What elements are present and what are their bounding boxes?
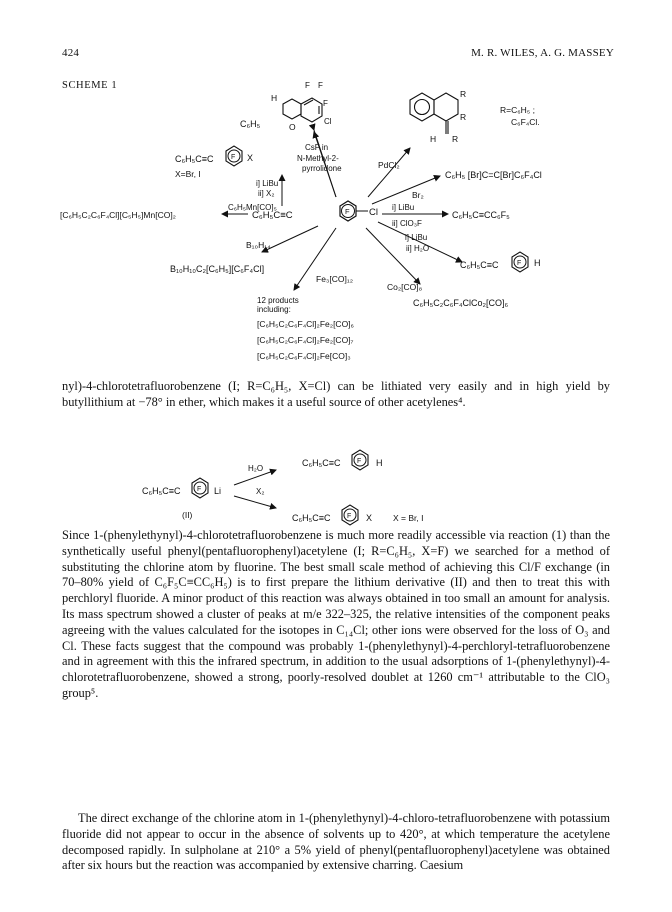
center-compound-label: C₆H₅C≡C [252, 210, 293, 221]
top-left-product: C₆H₅C≡C [175, 154, 214, 164]
scheme2-left-ring-f: F [197, 486, 202, 493]
running-header-authors: M. R. WILES, A. G. MASSEY [471, 47, 614, 59]
pyranone-cl: Cl [324, 117, 332, 126]
br-dimer-product: C₆H₅ [Br]C=C[Br]C₆F₄Cl [445, 170, 542, 180]
fe-product-3: [C₆H₅C₂C₆F₄Cl]₂Fe[CO]₃ [257, 351, 351, 361]
scheme2-h2o: H₂O [248, 464, 264, 473]
libu-step-i: i] LiBu [256, 179, 279, 188]
r-definition-1: R=C₆H₅ ; [500, 105, 535, 115]
top-left-ring-f: F [231, 154, 236, 161]
naph-r2: R [460, 112, 467, 122]
scheme2-left-li: Li [214, 486, 222, 496]
co2co8-reagent: Co₂[CO]₈ [387, 282, 423, 292]
fe-product-2: [C₆H₅C₂C₆F₄Cl]₂Fe₂[CO]₇ [257, 335, 354, 345]
pyranone-o: O [289, 122, 296, 132]
scheme2-upper: C₆H₅C≡C [302, 458, 341, 468]
pyranone-f3: F [323, 99, 328, 108]
page-number: 424 [62, 47, 80, 59]
naphthalene-structure [410, 93, 458, 134]
center-ring-f: F [345, 207, 350, 216]
libu-step-i-right: i] LiBu [392, 203, 415, 212]
h2o-step-ii: ii] H₂O [406, 244, 430, 253]
pdcl2-reagent: PdCl₂ [378, 160, 400, 170]
h-product-h: H [534, 258, 541, 268]
cobalt-product: C₆H₅C₂C₆F₄ClCo₂[CO]₆ [413, 298, 509, 308]
csf-reagent-line3: pyrrolidone [302, 164, 342, 173]
scheme2-label-ii: (II) [182, 510, 193, 520]
top-left-x: X [247, 153, 254, 163]
scheme2-left: C₆H₅C≡C [142, 486, 181, 496]
paragraph-direct-exchange: The direct exchange of the chlorine atom in 1-(phenylethynyl)-4-chloro-tetrafluorobenzene with potassium fluoride did not appear to occur in the absence of solvents up to 420°, at which temperature the acetylene decomposed rapidly. In sulpholane at 210° a 5% yield of phenyl(pentafluorophenyl)acetylene was obtained after six hours but the reaction was accompanied by extensive charring. Caesium [62, 811, 610, 873]
b10h14-reagent: B₁₀H₁₄ [246, 240, 271, 250]
br2-reagent: Br₂ [412, 190, 424, 200]
h-product: C₆H₅C≡C [460, 260, 499, 270]
clo3f-step-ii: ii] ClO₃F [392, 219, 422, 228]
libu-step-i-right2: i] LiBu [405, 233, 428, 242]
carborane-product: B₁₀H₁₀C₂[C₆H₅][C₆F₄Cl] [170, 264, 265, 274]
fe-product-1: [C₆H₅C₂C₆F₄Cl]₂Fe₂[CO]₆ [257, 319, 354, 329]
naph-r3: R [452, 134, 459, 144]
x-definition: X=Br, I [175, 169, 201, 179]
scheme-label: SCHEME 1 [62, 80, 118, 91]
h-product-ring-f: F [517, 260, 522, 267]
naph-r1: R [460, 89, 467, 99]
csf-reagent-line1: CsF in [305, 143, 329, 152]
scheme2-lower-ring-f: F [347, 513, 352, 520]
fe-products-title-1: 12 products [257, 296, 299, 305]
scheme2-lower-x: X [366, 513, 373, 523]
pyranone-h: H [271, 93, 278, 103]
mn-product: [C₆H₅C₂C₆F₄Cl][C₅H₅]Mn[CO]₂ [60, 210, 176, 220]
scheme2-x2: X₂ [256, 487, 265, 496]
scheme2-x-definition: X = Br, I [393, 513, 424, 523]
scheme2-upper-h: H [376, 458, 383, 468]
pyranone-structure [283, 98, 322, 122]
mn-reagent: C₆H₅Mn[CO]₅ [228, 203, 277, 212]
fe3co12-reagent: Fe₃[CO]₁₂ [316, 274, 354, 284]
center-cl: Cl [369, 207, 378, 218]
paragraph-lithiation: nyl)-4-chlorotetrafluorobenzene (I; R=C₆H₅, X=Cl) can be lithiated very easily and in high yield by butyllithium at −78° in ether, which makes it a useful source of other acetylenes⁴. [62, 379, 610, 409]
pyranone-f1: F [305, 81, 310, 90]
scheme2-lower: C₆H₅C≡C [292, 513, 331, 523]
r-definition-2: C₆F₄Cl. [511, 117, 540, 127]
fe-products-title-2: including: [257, 305, 291, 314]
paragraph-chlorine-substitution: Since 1-(phenylethynyl)-4-chlorotetrafluorobenzene is much more readily accessible via reaction (1) than the synthetically useful phenyl(pentafluorophenyl)acetylene (I; R=C₆H₅, X=F) we searched for a method of substituting the chlorine atom by fluorine. The best small scale method of achieving this Cl/F exchange (in 70–80% yield of C₆F₅C≡CC₆H₅) is to first prepare the lithium derivative (II) and then to treat this with perchloryl fluoride. A minor product of this reaction was always obtained in too small an amount for analysis. Its mass spectrum showed a cluster of peaks at m/e 322–325, the relative intensities of the component peaks agreeing with the values calculated for the isotopes in C₁₄Cl; other ions were observed for the loss of O₃ and Cl. These facts suggest that the compound was probably 1-(phenylethynyl)-4-perchloryl-tetrafluorobenzene and in agreement with this the infrared spectrum, in addition to the usual adsorptions of 1-(phenylethynyl)-4-chlorotetrafluorobenzene, showed a strong, poorly-resolved doublet at 1260 cm⁻¹ attributable to the ClO₃ group⁵. [62, 528, 610, 700]
naph-h: H [430, 134, 437, 144]
x2-step-ii: ii] X₂ [258, 189, 275, 198]
pyranone-f2: F [318, 81, 323, 90]
scheme2-upper-ring-f: F [357, 458, 362, 465]
csf-reagent-line2: N-Methyl-2- [297, 154, 339, 163]
pentafluoro-product: C₆H₅C≡CC₆F₅ [452, 210, 510, 220]
pyranone-ph: C₆H₅ [240, 119, 261, 129]
